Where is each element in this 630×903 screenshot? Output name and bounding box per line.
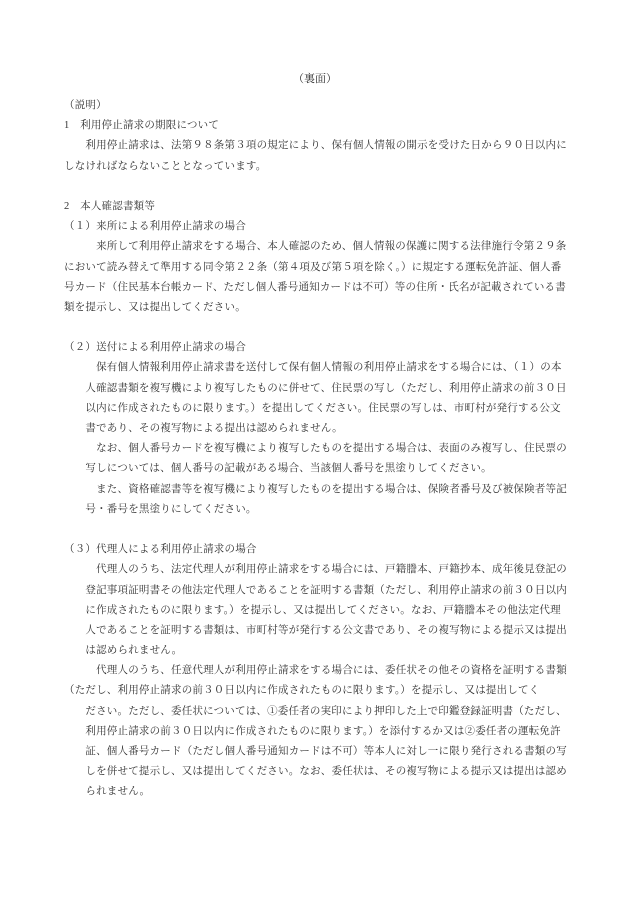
document-line: しなければならないこととなっています。 xyxy=(64,160,267,172)
document-line xyxy=(64,318,584,338)
document-line: また、資格確認書等を複写機により複写したものを提出する場合は、保険者番号及び被保険者等記 xyxy=(64,483,567,495)
document-line: 来所して利用停止請求をする場合、本人確認のため、個人情報の保護に関する法律施行令第２９条 xyxy=(64,241,567,253)
document-line: に作成されたものに限ります。）を提示し、又は提出してください。なお、戸籍謄本その他法定代理 xyxy=(64,604,561,616)
document-line: は認められません。 xyxy=(64,645,183,657)
document-line: 利用停止請求は、法第９８条第３項の規定により、保有個人情報の開示を受けた日から９０日以内に xyxy=(64,140,567,152)
document-line: （３）代理人による利用停止請求の場合 xyxy=(64,544,257,556)
document-line: 代理人のうち、法定代理人が利用停止請求をする場合には、戸籍謄本、戸籍抄本、成年後見登記の xyxy=(64,564,567,576)
document-line: なお、個人番号カードを複写機により複写したものを提出する場合は、表面のみ複写し、住民票の xyxy=(64,443,567,455)
document-line: しを併せて提示し、又は提出してください。なお、委任状は、その複写物による提示又は提出は認め xyxy=(64,766,567,778)
document-lines xyxy=(64,96,584,803)
document-line: られません。 xyxy=(64,786,151,798)
document-line: 1 利用停止請求の期限について xyxy=(64,120,220,132)
document-line: 2 本人確認書類等 xyxy=(64,200,156,212)
document-line: 登記事項証明書その他法定代理人であることを証明する書類（ただし、利用停止請求の前３０日以内 xyxy=(64,584,567,596)
document-line: 以内に作成されたものに限ります。）を提出してください。住民票の写しは、市町村が発行する公文 xyxy=(64,402,561,414)
document-line: 代理人のうち、任意代理人が利用停止請求をする場合には、委任状その他その資格を証明する書類 xyxy=(64,665,567,677)
document-line: 号・番号を黒塗りにしてください。 xyxy=(64,503,257,515)
document-line: において読み替えて準用する同令第２２条（第４項及び第５項を除く。）に規定する運転免許証、個人番 xyxy=(64,261,562,273)
document-line: （説明） xyxy=(64,100,107,111)
document-line: （２）送付による利用停止請求の場合 xyxy=(64,342,246,354)
document-line: 保有個人情報利用停止請求書を送付して保有個人情報の利用停止請求をする場合には、（１）の本 xyxy=(64,362,562,374)
document-line: 号カード（住民基本台帳カード、ただし個人番号通知カードは不可）等の住所・氏名が記載されている書 xyxy=(64,281,566,293)
document-line: 書であり、その複写物による提出は認められません。 xyxy=(64,423,343,434)
document-line: ださい。ただし、委任状については、①委任者の実印により押印した上で印鑑登録証明書（ただし、 xyxy=(64,705,567,717)
document-line: 証、個人番号カード（ただし個人番号通知カードは不可）等本人に対し一に限り発行される書類の写 xyxy=(64,746,567,757)
document-line: 利用停止請求の前３０日以内に作成されたものに限ります。）を添付するか又は②委任者の運転免許 xyxy=(64,725,561,737)
document-line xyxy=(64,520,584,540)
document-line xyxy=(64,177,584,197)
back-side-label: （裏面） xyxy=(293,73,337,85)
document-line: 類を提示し、又は提出してください。 xyxy=(64,301,246,313)
document-line: 写しについては、個人番号の記載がある場合、当該個人番号を黒塗りしてください。 xyxy=(64,463,492,475)
document-line: （１）来所による利用停止請求の場合 xyxy=(64,221,246,233)
document-line: （ただし、利用停止請求の前３０日以内に作成されたものに限ります。）を提示し、又は提出してく xyxy=(64,685,540,697)
document-line: 人であることを証明する書類は、市町村等が発行する公文書であり、その複写物による提示又は提出 xyxy=(64,624,567,636)
document-line: 人確認書類を複写機により複写したものに併せて、住民票の写し（ただし、利用停止請求の前３０日 xyxy=(64,382,567,394)
